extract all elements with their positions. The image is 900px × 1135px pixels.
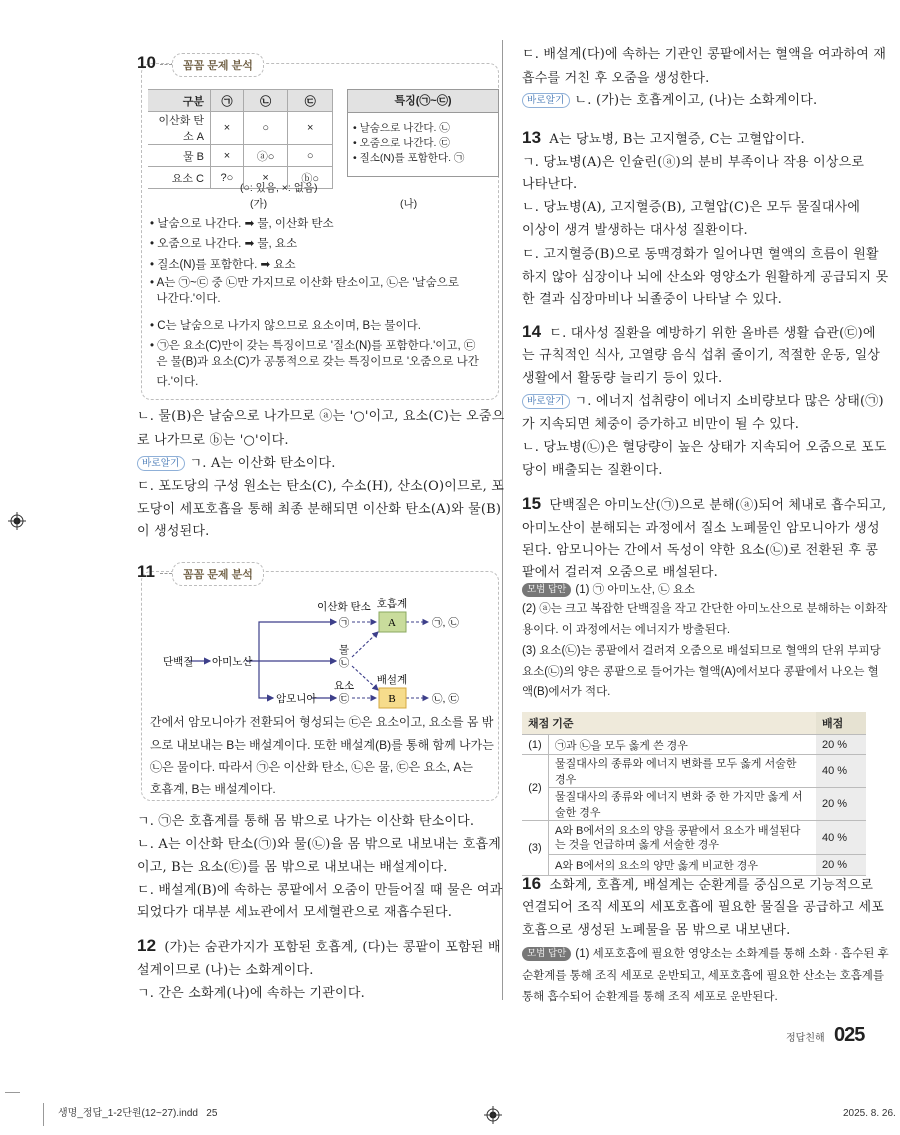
table-row [522,755,866,788]
analysis-bullet: • A는 ㉠~㉢ 중 ㉡만 가지므로 이산화 탄소이고, ㉡은 '날숨으로 [150,277,459,289]
model-answer-line: (2) ⓐ는 크고 복잡한 단백질을 작고 간단한 아미노산으로 분해하는 이화작 [522,603,888,615]
answer-text: 소화계, 호흡계, 배설계는 순환계를 중심으로 기능적으로 [549,878,874,893]
question-number: 15 [522,494,542,513]
feature-item: • 질소(N)를 포함한다. ㉠ [353,152,465,164]
row-number: (2) [522,755,549,821]
dashed-arrows [352,622,428,698]
caption-ga: (가) [250,198,268,210]
points: 40 % [816,755,866,788]
analysis-bullet: 은 물(B)과 요소(C)가 공통적으로 갖는 특징이므로 '오줌으로 나간 [150,356,479,368]
arrow [352,666,378,690]
model-answer-badge: 모범 답안 [522,583,571,597]
resp-output: ㉠, ㉡ [432,617,459,629]
feature-item: • 날숨으로 나간다. ㉡ [353,122,450,134]
analysis-tab: 꼼꼼 문제 분석 [172,562,264,586]
analysis-bullet: 나간다.'이다. [150,293,221,305]
table-header: ㉠ [211,90,244,112]
arrow [352,632,378,657]
answer-text: A는 당뇨병, B는 고지혈증, C는 고혈압이다. [549,132,805,147]
marker-1: ㉠ [338,617,350,629]
answer-line [522,495,886,515]
answer-line: ㄱ. 당뇨병(A)은 인슐린(ⓐ)의 분비 부족이나 작용 이상으로 [522,155,865,170]
answer-line: ㄷ. 고지혈증(B)으로 동맥경화가 일어나면 혈액의 흐름이 원활 [522,247,879,262]
baro-badge: 바로알기 [522,93,570,108]
cell: ⓐ○ [243,145,288,167]
question-number: 13 [522,128,542,147]
points: 20 % [816,788,866,821]
answer-line [522,129,805,149]
answer-line: ㄴ. 물(B)은 날숨으로 나가므로 ⓐ는 '○'이고, 요소(C)는 오줌으 [137,409,505,424]
answer-line: 연결되어 조직 세포의 세포호흡에 필요한 물질을 공급하고 세포 [522,900,885,915]
points: 20 % [816,855,866,876]
criteria: 물질대사의 종류와 에너지 변화 중 한 가지만 옳게 서술한 경우 [549,788,817,821]
analysis-text: 간에서 암모니아가 전환되어 형성되는 ㉢은 요소이고, 요소를 몸 밖 [150,715,494,729]
model-answer-badge: 모범 답안 [522,947,571,961]
box-a-text: A [388,617,396,629]
row-number: (1) [522,735,549,755]
label-respiratory-system: 호흡계 [376,598,408,610]
crop-mark [43,1103,44,1126]
table-header: ㉢ [288,90,333,112]
answer-line: ㄱ. 간은 소화계(나)에 속하는 기관이다. [137,986,365,1001]
baro-badge: 바로알기 [522,394,570,409]
answer-line: 된다. 암모니아는 간에서 독성이 약한 요소(㉡)로 전환된 후 콩 [522,543,879,558]
analysis-bullet: • C는 날숨으로 나가지 않으므로 요소이며, B는 물이다. [150,320,421,332]
model-text: (1) ㉠ 아미노산, ㉡ 요소 [575,584,696,596]
points: 40 % [816,821,866,855]
answer-line [522,323,876,343]
registration-mark-icon [484,1106,502,1124]
criteria: 물질대사의 종류와 에너지 변화를 모두 옳게 서술한 경우 [549,755,817,788]
label-co2: 이산화 탄소 [317,601,371,613]
answer-line: 로 나가므로 ⓑ는 '○'이다. [137,433,289,448]
cell: ○ [288,145,333,167]
marker-3: ㉢ [338,693,350,705]
cell: × [211,112,244,145]
row-number: (3) [522,821,549,876]
analysis-bullet: • 날숨으로 나간다. ➡ 물, 이산화 탄소 [150,218,334,230]
slug-date: 2025. 8. 26. [843,1108,896,1119]
cell: 이산화 탄소 A [148,112,211,145]
answer-line: 도당이 세포호흡을 통해 최종 분해되면 이산화 탄소(A)와 물(B) [137,502,502,517]
answer-text: ㄱ. 에너지 섭취량이 에너지 소비량보다 많은 상태(㉠) [574,394,884,409]
crop-mark [5,1092,20,1093]
model-text: (1) 세포호흡에 필요한 영양소는 소화계를 통해 소화 · 흡수된 후 [575,948,889,960]
scoring-header-points: 배점 [816,712,866,735]
analysis-bullet: • 질소(N)를 포함한다. ➡ 요소 [150,259,296,271]
answer-line: ㄴ. 당뇨병(A), 고지혈증(B), 고혈압(C)은 모두 물질대사에 [522,200,861,215]
table-row [522,821,866,855]
answer-line: 호흡으로 생성된 노폐물을 몸 밖으로 내보낸다. [522,923,791,938]
scoring-table [522,712,866,876]
question-number: 11 [137,562,155,581]
label-water: 물 [338,644,350,656]
model-answer-line: (3) 요소(㉡)는 콩팥에서 걸러져 오줌으로 배설되므로 혈액의 단위 부피당 [522,645,881,657]
cell: ○ [243,112,288,145]
feature-item: • 오줌으로 나간다. ㉢ [353,137,450,149]
label-ammonia: 암모니아 [276,693,317,705]
label-protein: 단백질 [163,656,194,668]
answer-text: ㄱ. A는 이산화 탄소이다. [189,456,336,471]
model-answer-line: 통해 흡수되어 순환계를 통해 조직 세포로 운반된다. [522,991,778,1003]
table-header: 구분 [148,90,211,112]
answer-line: ㄷ. 배설계(다)에 속하는 기관인 콩팥에서는 혈액을 여과하여 재 [522,47,887,62]
question-number: 12 [137,936,157,955]
analysis-bullet: 다.'이다. [150,376,199,388]
criteria: ㉠과 ㉡을 모두 옳게 쓴 경우 [549,735,817,755]
arrow [259,622,336,661]
answer-line: 이상이 생겨 발생하는 대사성 질환이다. [522,223,748,238]
model-answer-line [522,582,695,598]
baro-badge: 바로알기 [137,456,185,471]
label-amino-acid: 아미노산 [212,656,253,668]
table-row [522,855,866,876]
answer-line: 설계이므로 (나)는 소화계이다. [137,963,314,978]
answer-line [522,92,817,110]
analysis-text: ㉡은 물이다. 따라서 ㉠은 이산화 탄소, ㉡은 물, ㉢은 요소, A는 [150,760,473,774]
answer-line: ㄷ. 배설계(B)에 속하는 콩팥에서 오줌이 만들어질 때 물은 여과 [137,883,503,898]
model-answer-line: 용이다. 이 과정에서는 에너지가 방출된다. [522,624,731,636]
analysis-bullet: • ㉠은 요소(C)만이 갖는 특징이므로 '질소(N)를 포함한다.'이고, ㉢ [150,340,476,352]
answer-line: 되었다가 대부분 세뇨관에서 모세혈관으로 재흡수된다. [137,905,453,920]
marker-2: ㉡ [338,657,350,669]
table-row [522,788,866,821]
answer-line: 하지 않아 심장이나 뇌에 산소와 영양소가 원활하게 공급되지 못 [522,270,889,285]
scoring-header-criteria: 채점 기준 [522,712,816,735]
answer-line: 당이 배출되는 질환이다. [522,463,663,478]
answer-line: 이고, B는 요소(㉢)를 몸 밖으로 내보내는 배설계이다. [137,860,448,875]
label-urea: 요소 [333,680,355,692]
points: 20 % [816,735,866,755]
analysis-bullet: • 오줌으로 나간다. ➡ 물, 요소 [150,238,298,250]
arrow [259,661,273,698]
table-header: ㉡ [243,90,288,112]
cell: 요소 C [148,167,211,189]
answer-line: 나타난다. [522,177,578,192]
section-label: 정답친해 [786,1033,825,1044]
cell: × [288,112,333,145]
caption-na: (나) [400,198,418,210]
cell: ?○ [211,167,244,189]
excr-output: ㉡, ㉢ [432,693,459,705]
criteria: A와 B에서의 요소의 양을 콩팥에서 요소가 배설된다는 것을 언급하며 옳게 서술한 경우 [549,821,817,855]
table-legend: (○: 있음, ×: 없음) [240,182,318,194]
model-answer-line [522,946,889,962]
answer-line [522,393,884,411]
answer-line: ㄴ. A는 이산화 탄소(㉠)와 물(㉡)을 몸 밖으로 내보내는 호흡계 [137,837,501,852]
answer-line: 가 지속되면 체중이 증가하고 비만이 될 수 있다. [522,417,800,432]
question-number: 14 [522,322,542,341]
answer-line: 생활에서 활동량 늘리기 등이 있다. [522,371,723,386]
page-number: 025 [834,1024,865,1046]
answer-line [522,875,873,895]
answer-line: 이 생성된다. [137,524,210,539]
model-answer-line: 액(B)에서가 적다. [522,686,611,698]
answer-line: 한 결과 심장마비나 뇌졸중이 나타날 수 있다. [522,292,782,307]
criteria: A와 B에서의 요소의 양만 옳게 비교한 경우 [549,855,817,876]
question-number: 16 [522,874,542,893]
cell: 물 B [148,145,211,167]
answer-line: ㄱ. ㉠은 호흡계를 통해 몸 밖으로 나가는 이산화 탄소이다. [137,814,475,829]
answer-line [137,937,501,957]
column-divider [502,40,503,1000]
label-excretory-system: 배설계 [376,674,408,686]
answer-text: (가)는 숨관가지가 포함된 호흡계, (다)는 콩팥이 포함된 배 [164,940,501,955]
answer-line: 팥에서 걸러져 오줌으로 배설된다. [522,565,718,580]
analysis-text: 호흡계, B는 배설계이다. [150,782,276,796]
answer-line: ㄴ. 당뇨병(㉡)은 혈당량이 높은 상태가 지속되어 오줌으로 포도 [522,440,887,455]
answer-line: ㄷ. 포도당의 구성 원소는 탄소(C), 수소(H), 산소(O)이므로, 포 [137,479,504,494]
cell: × [243,167,288,189]
question-number: 10 [137,53,156,72]
answer-text: 단백질은 아미노산(㉠)으로 분해(ⓐ)되어 체내로 흡수되고, [549,498,887,513]
answer-line: 는 규칙적인 식사, 고열량 음식 섭취 줄이기, 적절한 운동, 일상 [522,348,881,363]
answer-text: ㄷ. 대사성 질환을 예방하기 위한 올바른 생활 습관(㉢)에 [549,326,876,341]
slug-filename: 생명_정답_1-2단원(12~27).indd 25 [58,1108,218,1119]
cell: ⓑ○ [288,167,333,189]
box-b-text: B [388,693,396,705]
answer-text: ㄴ. (가)는 호흡계이고, (나)는 소화계이다. [574,93,818,108]
table-row [522,735,866,755]
features-header: 특징(㉠~㉢) [348,90,498,113]
model-answer-line: 요소(㉡)의 양은 콩팥으로 들어가는 혈액(A)에서보다 콩팥에서 나오는 혈 [522,666,879,678]
q11-diagram [0,0,500,720]
answer-line: 흡수를 거친 후 오줌을 생성한다. [522,71,710,86]
model-answer-line: 순환계를 통해 조직 세포로 운반되고, 세포호흡에 필요한 산소는 호흡계를 [522,970,885,982]
cell: × [211,145,244,167]
analysis-tab: 꼼꼼 문제 분석 [172,53,264,77]
analysis-text: 으로 내보내는 B는 배설계이다. 또한 배설계(B)를 통해 함께 나가는 [150,738,494,752]
answer-line: 아미노산이 분해되는 과정에서 질소 노폐물인 암모니아가 생성 [522,521,880,536]
